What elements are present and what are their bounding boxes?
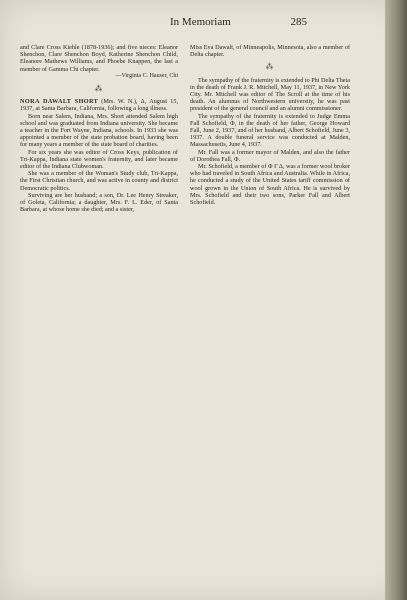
paragraph: She was a member of the Woman's Study club, Tri-Kappa, the First Christian church, and was active in county and district Democratic politics. — [20, 170, 178, 192]
paragraph: Mr. Fall was a former mayor of Malden, and also the father of Dorothea Fall, Φ. — [190, 148, 350, 163]
obituary-name: NORA DAWALT SHORT — [20, 98, 99, 106]
signature: —Virginia C. Hauser, Chi — [115, 72, 178, 79]
page-number: 285 — [290, 16, 307, 28]
paragraph: The sympathy of the fraternity is extended to Judge Emma Fall Schofield, Φ, in the death of her father, George Howard Fall, June 2, 1937, and of her husband, Albert Schofield, June 3, 1937. A double funeral service was conducted at Malden, Massachusetts, June 4, 1937. — [190, 112, 350, 149]
paragraph: Surviving are her husband; a son, Dr. Lee Henry Streaker, of Goleta, California; a daughter, Mrs. F. L. Eder, of Santa Barbara, at whose home she died; and a sister, — [20, 191, 178, 214]
right-column — [190, 44, 350, 206]
left-column — [20, 44, 178, 213]
section-divider: ⁂ — [94, 84, 104, 94]
section-title: In Memoriam — [170, 16, 231, 28]
paragraph: For six years she was editor of Cross Keys, publication of Tri-Kappa, Indiana state women's fraternity, and later became editor of the Indiana Clubwoman. — [20, 148, 178, 171]
paragraph: and Clare Cross Kiehle (1878-1936); and five nieces: Eleanor Shenchon, Clare Shenchon Boyd, Katherine Shenchon Child, Eleanore Mathews Williams, and Phoebe Knappen, the last a member of Gamma Chi chapter. — [20, 44, 178, 73]
paragraph: Born near Salem, Indiana, Mrs. Short attended Salem high school and was graduated from Indiana university. She became a teacher in the Fort Wayne, Indiana, schools. In 1933 she was appointed a member of the state probation board, having been for many years a member of the state board of charities. — [20, 112, 178, 149]
section-divider: ⁂ — [265, 62, 275, 72]
binding-edge — [385, 0, 407, 600]
paragraph: Miss Eva Dawalt, of Minneapolis, Minnesota, also a member of Delta chapter. — [190, 44, 350, 59]
obituary-heading — [20, 98, 178, 112]
paragraph: Mr. Schofield, a member of Φ Γ Δ, was a former wool broker who had traveled in South Africa and Australia. While in Africa, he conducted a study of the United States tariff commission of wool grown in the Union of South Africa. He is survived by Mrs. Schofield and their two sons, Parker Fall and Albert Schofield. — [190, 163, 350, 207]
obituary-intro: (Mrs. W. N.), Δ, August 15, 1937, at Santa Barbara, California, following a long illness. — [20, 98, 178, 113]
paragraph: The sympathy of the fraternity is extended to Phi Delta Theta in the death of Frank J. R. Mitchell, May 11, 1937, in New York City. Mr. Mitchell was editor of The Scroll at the time of his death. An alumnus of Northwestern university, he was past president of the general council and an alumni commissioner. — [190, 76, 350, 113]
